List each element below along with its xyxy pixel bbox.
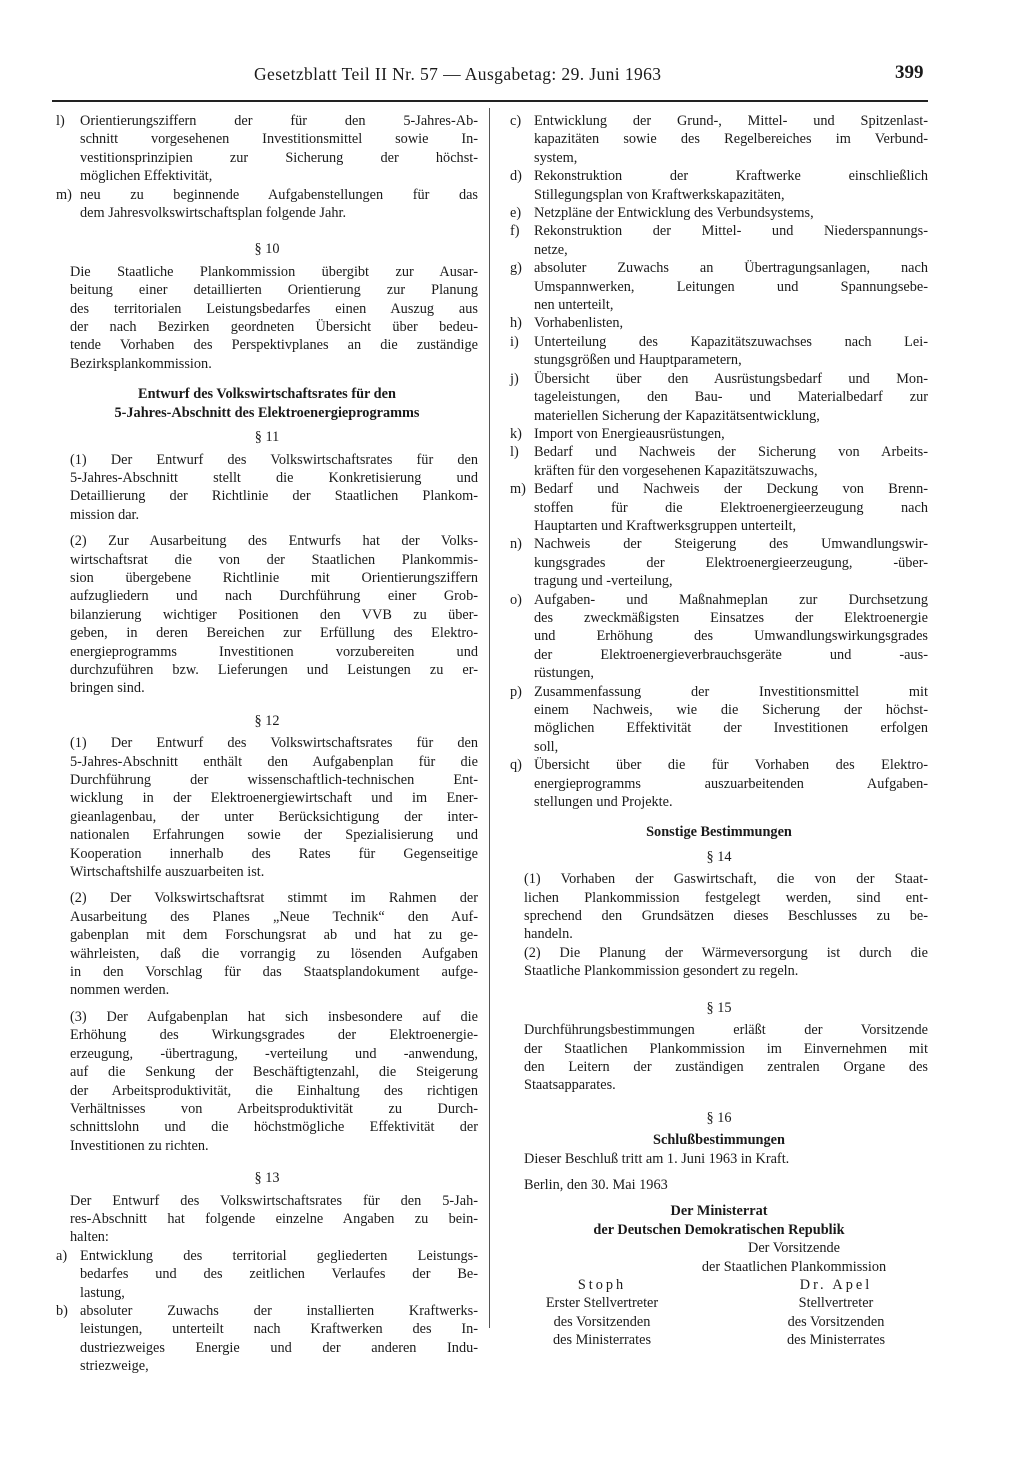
text-line: mission dar. xyxy=(70,506,140,523)
text-line: Erhöhung des Wirkungsgrades der Elektroenergie- xyxy=(70,1027,478,1044)
item-mark: k) xyxy=(510,425,522,442)
list-item-i xyxy=(510,333,928,370)
text-line: aufzugliedern und nach Durchführung einer Grob- xyxy=(70,588,478,605)
list-item-l xyxy=(56,112,478,186)
text-line: absoluter Zuwachs an Übertragungsanlagen, nach xyxy=(534,260,928,277)
text-line: möglichen Effektivität, xyxy=(80,168,213,185)
text-line: Detaillierung der Richtlinie der Staatlichen Plankom- xyxy=(70,488,478,505)
text-line: (1) Vorhaben der Gaswirtschaft, die von der Staat- xyxy=(524,871,928,888)
signatory-name: Dr. Apel xyxy=(799,1276,873,1293)
text-line: Durchführungsbestimmungen erläßt der Vorsitzende xyxy=(524,1022,928,1039)
text-line: beitung einer detaillierten Orientierung zur Planung xyxy=(70,282,478,299)
left-column xyxy=(56,112,478,1376)
item-mark: q) xyxy=(510,757,522,774)
text-line: erzeugung, -übertragung, -verteilung und -anwendung, xyxy=(70,1045,478,1062)
text-line: möglichen Effektivität der Investitionen erfolgen xyxy=(534,720,928,737)
text-line: nen unterteilt, xyxy=(534,297,614,314)
text-line: Hauptarten und Kraftwerksgruppen unterteilt, xyxy=(534,517,797,534)
paragraph-16: Dieser Beschluß tritt am 1. Juni 1963 in Kraft. xyxy=(524,1150,790,1167)
text-line: einem Nachweis, wie die Sicherung der höchst- xyxy=(534,702,928,718)
text-line: gabenplan mit dem Forschungsrat ab und hat zu ge- xyxy=(70,927,478,944)
text-line: Der Entwurf des Volkswirtschaftsrates für den 5-Jah- xyxy=(70,1192,478,1209)
text-line: Unterteilung des Kapazitätszuwachses nach Lei- xyxy=(534,333,928,350)
signatory-title xyxy=(746,1294,926,1349)
place-date: Berlin, den 30. Mai 1963 xyxy=(524,1176,668,1193)
text-line: stoffen für die Elektroenergieerzeugung nach xyxy=(534,499,928,516)
text-line: kungsgrades der Elektroenergieerzeugung, -über- xyxy=(534,554,928,571)
list-item-b xyxy=(56,1302,478,1376)
text-line: handeln. xyxy=(524,926,573,943)
item-mark: h) xyxy=(510,315,522,332)
text-line: dustriezweiges Energie und der anderen Indu- xyxy=(80,1339,478,1356)
column-divider xyxy=(489,108,490,1328)
text-line: der Arbeitsproduktivität, die Einhaltung des richtigen xyxy=(70,1082,478,1099)
text-line: auf die Senkung der Beschäftigtenzahl, die Steigerung xyxy=(70,1064,478,1081)
section-heading-16: § 16 xyxy=(706,1109,732,1126)
text-line: in den Vorschlag für das Staatsplandokument aufge- xyxy=(70,964,478,981)
text-line: halten: xyxy=(70,1229,109,1246)
item-mark: p) xyxy=(510,683,522,700)
list-item-e xyxy=(510,204,928,222)
text-line: stellungen und Projekte. xyxy=(534,794,673,811)
text-line: rüstungen, xyxy=(534,665,594,682)
text-line: Investitionen zu richten. xyxy=(70,1137,209,1154)
text-line: res-Abschnitt hat folgende einzelne Angaben zu bein- xyxy=(70,1210,478,1227)
page-header xyxy=(0,58,1024,98)
text-line: Entwicklung des territorial gegliederten Leistungs- xyxy=(80,1247,478,1264)
text-line: Kooperation innerhalb des Rates für Gegenseitige xyxy=(70,845,478,862)
text-line: Vorhabenlisten, xyxy=(534,315,624,332)
item-mark: a) xyxy=(56,1247,68,1264)
text-line: Aufgaben- und Maßnahmeplan zur Durchsetzung xyxy=(534,591,928,608)
item-mark: j) xyxy=(510,370,519,387)
text-line: leistungen, unterteilt nach Kraftwerken des In- xyxy=(80,1321,478,1338)
item-mark: m) xyxy=(510,481,526,498)
text-line: (2) Die Planung der Wärmeversorgung ist durch die xyxy=(524,944,928,961)
signature-right xyxy=(746,1276,926,1350)
text-line: neu zu beginnende Aufgabenstellungen für das xyxy=(80,186,478,203)
text-line: Der Ministerrat xyxy=(670,1203,768,1220)
text-line: Verhältnisses von Arbeitsproduktivität zu Durch- xyxy=(70,1100,478,1117)
text-line: system, xyxy=(534,149,578,166)
text-line: wicklung in der Elektroenergiewirtschaft und im Ener- xyxy=(70,790,478,807)
text-line: Staatliche Plankommission gesondert zu regeln. xyxy=(524,963,799,980)
text-line: Stellvertreter xyxy=(798,1295,874,1312)
paragraph-15 xyxy=(510,1021,928,1095)
text-line: Import von Energieausrüstungen, xyxy=(534,425,725,442)
text-line: der Staatlichen Plankommission im Einvernehmen mit xyxy=(524,1040,928,1057)
header-title: Gesetzblatt Teil II Nr. 57 — Ausgabetag: 29. Juni 1963 xyxy=(254,64,662,84)
section-heading-15: § 15 xyxy=(706,999,732,1016)
text-line: nommen werden. xyxy=(70,982,170,999)
list-item-g xyxy=(510,259,928,314)
text-line: der nach Bezirken geordneten Übersicht über bedeu- xyxy=(70,319,478,336)
section-heading-13: § 13 xyxy=(254,1170,280,1187)
item-mark: c) xyxy=(510,113,522,129)
text-line: Entwurf des Volkswirtschaftsrates für den xyxy=(138,386,396,403)
entwurf-heading xyxy=(56,385,478,422)
text-line: (1) Der Entwurf des Volkswirtschaftsrates für den xyxy=(70,735,478,752)
signatory-title xyxy=(512,1294,692,1349)
text-line: der Deutschen Demokratischen Republik xyxy=(593,1221,845,1238)
paragraph-14-1 xyxy=(510,870,928,944)
list-item-o xyxy=(510,591,928,683)
item-mark: d) xyxy=(510,168,522,185)
text-line: Durchführung der wissenschaftlich-technischen Ent- xyxy=(70,772,478,788)
text-line: (3) Der Aufgabenplan hat sich insbesondere auf die xyxy=(70,1008,478,1025)
list-item-q xyxy=(510,756,928,811)
paragraph-12-1 xyxy=(56,734,478,881)
sonstige-heading: Sonstige Bestimmungen xyxy=(646,824,792,841)
text-line: kapazitäten sowie des Regelbereiches im Verbund- xyxy=(534,131,928,148)
text-line: Umspannwerken, Leitungen und Spannungsebe- xyxy=(534,278,928,295)
text-line: Übersicht über den Ausrüstungsbedarf und Mon- xyxy=(534,370,928,387)
list-item-d xyxy=(510,167,928,204)
text-line: sprechend den Grundsätzen dieses Beschlusses zu be- xyxy=(524,908,928,925)
text-line: energieprogramms Investitionen vorzubereiten und xyxy=(70,643,478,660)
list-item-m xyxy=(510,480,928,535)
text-line: Übersicht über die für Vorhaben des Elektro- xyxy=(534,757,928,774)
item-mark: g) xyxy=(510,260,522,277)
paragraph-11-1 xyxy=(56,451,478,525)
item-mark: l) xyxy=(56,113,65,129)
section-heading-11: § 11 xyxy=(254,429,280,446)
text-line: absoluter Zuwachs der installierten Kraftwerks- xyxy=(80,1302,478,1319)
list-item-m xyxy=(56,186,478,223)
text-line: der Elektroenergieverbrauchsgeräte und -aus- xyxy=(534,646,928,663)
right-column xyxy=(510,112,928,1350)
text-line: lastung, xyxy=(80,1284,125,1301)
text-line: schnittslohn und die höchstmögliche Effektivität der xyxy=(70,1119,478,1136)
text-line: sion übergebene Richtlinie mit Orientierungsziffern xyxy=(70,569,478,586)
text-line: Netzpläne der Entwicklung des Verbundsystems, xyxy=(534,205,814,222)
text-line: 5-Jahres-Abschnitt des Elektroenergieprogramms xyxy=(114,404,420,421)
text-line: Bedarf und Nachweis der Sicherung von Arbeits- xyxy=(534,444,928,461)
item-mark: n) xyxy=(510,536,522,553)
text-line: schnitt vorgesehenen Investitionsmittel sowie In- xyxy=(80,131,478,148)
text-line: energieprogramms auszuarbeitenden Aufgaben- xyxy=(534,775,928,792)
text-line: Rekonstruktion der Kraftwerke einschließlich xyxy=(534,168,928,185)
text-line: Rekonstruktion der Mittel- und Niederspannungs- xyxy=(534,223,928,240)
text-line: Der Vorsitzende xyxy=(748,1240,840,1257)
text-line: (2) Der Volkswirtschaftsrat stimmt im Rahmen der xyxy=(70,890,478,907)
text-line: wirtschaftsrat die von der Staatlichen Plankommis- xyxy=(70,551,478,568)
paragraph-13-intro xyxy=(56,1192,478,1247)
signature-left xyxy=(512,1276,692,1350)
text-line: kräften für den vorgesehenen Kapazitätszuwachs, xyxy=(534,462,818,479)
text-line: währleisten, daß die vorrangig zu lösenden Aufgaben xyxy=(70,945,478,962)
text-line: der Staatlichen Plankommission xyxy=(701,1258,887,1275)
text-line: materiellen Sicherung der Kapazitätsentwicklung, xyxy=(534,407,820,424)
text-line: gieanlagenbau, der unter Berücksichtigung der inter- xyxy=(70,808,478,825)
paragraph-11-2 xyxy=(56,532,478,698)
text-line: Die Staatliche Plankommission übergibt zur Ausar- xyxy=(70,263,478,280)
item-mark: m) xyxy=(56,186,72,203)
text-line: tragung und -verteilung, xyxy=(534,573,673,590)
text-line: bedarfes und des zeitlichen Verlaufes der Be- xyxy=(80,1266,478,1283)
text-line: des territorialen Leistungsbedarfes einen Auszug aus xyxy=(70,300,478,317)
list-item-l xyxy=(510,443,928,480)
paragraph-12-2 xyxy=(56,889,478,999)
page-number: 399 xyxy=(895,62,924,83)
text-line: Nachweis der Steigerung des Umwandlungswir- xyxy=(534,536,928,553)
text-line: den Leitern der zuständigen zentralen Organe des xyxy=(524,1058,928,1075)
text-line: durchzuführen bzw. Lieferungen und Leistungen zu er- xyxy=(70,661,478,678)
text-line: striezweige, xyxy=(80,1358,149,1375)
text-line: Zusammenfassung der Investitionsmittel mit xyxy=(534,683,928,700)
schluss-heading: Schlußbestimmungen xyxy=(653,1132,785,1149)
text-line: Stillegungsplan von Kraftwerkskapazitäten, xyxy=(534,186,785,203)
list-item-a xyxy=(56,1247,478,1302)
paragraph-12-3 xyxy=(56,1008,478,1155)
right-item-list xyxy=(510,112,928,811)
list-item-n xyxy=(510,535,928,590)
text-line: Staatsapparates. xyxy=(524,1077,616,1094)
text-line: des zweckmäßigsten Einsatzes der Elektroenergie xyxy=(534,609,928,626)
text-line: Orientierungsziffern der für den 5-Jahres-Ab- xyxy=(80,113,478,129)
text-line: bringen sind. xyxy=(70,680,145,697)
text-line: Erster Stellvertreter xyxy=(545,1295,659,1312)
text-line: vestitionsprinzipien zur Sicherung der höchst- xyxy=(80,149,478,166)
section-heading-12: § 12 xyxy=(254,712,280,729)
list-item-k xyxy=(510,425,928,443)
text-line: Bedarf und Nachweis der Deckung von Brenn- xyxy=(534,481,928,498)
item-mark: b) xyxy=(56,1302,68,1319)
text-line: dem Jahresvolkswirtschaftsplan folgende Jahr. xyxy=(80,205,347,222)
text-line: Wirtschaftshilfe auszuarbeiten ist. xyxy=(70,864,265,881)
text-line: (1) Der Entwurf des Volkswirtschaftsrates für den xyxy=(70,451,478,468)
text-line: Ausarbeitung des Planes „Neue Technik“ den Auf- xyxy=(70,908,478,925)
text-line: (2) Zur Ausarbeitung des Entwurfs hat der Volks- xyxy=(70,533,478,550)
list-item-h xyxy=(510,314,928,332)
text-line: des Ministerrates xyxy=(786,1332,886,1349)
text-line: 5-Jahres-Abschnitt enthält den Aufgabenplan für die xyxy=(70,753,478,770)
text-line: nationalen Erfahrungen sowie der Spezialisierung und xyxy=(70,827,478,844)
text-line: soll, xyxy=(534,738,559,755)
section-heading-10: § 10 xyxy=(254,241,280,258)
section-heading-14: § 14 xyxy=(706,848,732,865)
text-line: stungsgrößen und Hauptparametern, xyxy=(534,352,742,369)
item-mark: o) xyxy=(510,591,522,608)
chair-title xyxy=(510,1239,928,1276)
paragraph-10 xyxy=(56,263,478,373)
text-line: des Vorsitzenden xyxy=(553,1313,651,1330)
item-mark: e) xyxy=(510,205,522,222)
text-line: Bezirksplankommission. xyxy=(70,355,212,372)
text-line: geben, in deren Bereichen zur Erfüllung des Elektro- xyxy=(70,625,478,642)
paragraph-14-2 xyxy=(510,944,928,981)
text-line: netze, xyxy=(534,241,568,258)
text-line: bilanzierung wichtiger Positionen den VVB zu über- xyxy=(70,606,478,623)
text-line: des Vorsitzenden xyxy=(787,1313,885,1330)
header-rule xyxy=(52,100,928,102)
text-line: Entwicklung der Grund-, Mittel- und Spitzenlast- xyxy=(534,113,928,129)
signatory-name: Stoph xyxy=(577,1276,627,1293)
list-item-p xyxy=(510,683,928,757)
list-item-c xyxy=(510,112,928,167)
text-line: tageleistungen, den Bau- und Materialbedarf zur xyxy=(534,389,928,406)
text-line: des Ministerrates xyxy=(552,1332,652,1349)
text-line: und Erhöhung des Umwandlungswirkungsgrades xyxy=(534,628,928,645)
item-mark: f) xyxy=(510,223,520,240)
text-line: lichen Plankommission festgelegt werden, sind ent- xyxy=(524,889,928,906)
text-line: tende Vorhaben des Perspektivplanes an die zuständige xyxy=(70,337,478,354)
list-item-j xyxy=(510,370,928,425)
item-mark: l) xyxy=(510,444,519,461)
text-line: 5-Jahres-Abschnitt stellt die Konkretisierung und xyxy=(70,469,478,486)
list-item-f xyxy=(510,222,928,259)
issuing-body xyxy=(510,1202,928,1239)
item-mark: i) xyxy=(510,333,519,350)
